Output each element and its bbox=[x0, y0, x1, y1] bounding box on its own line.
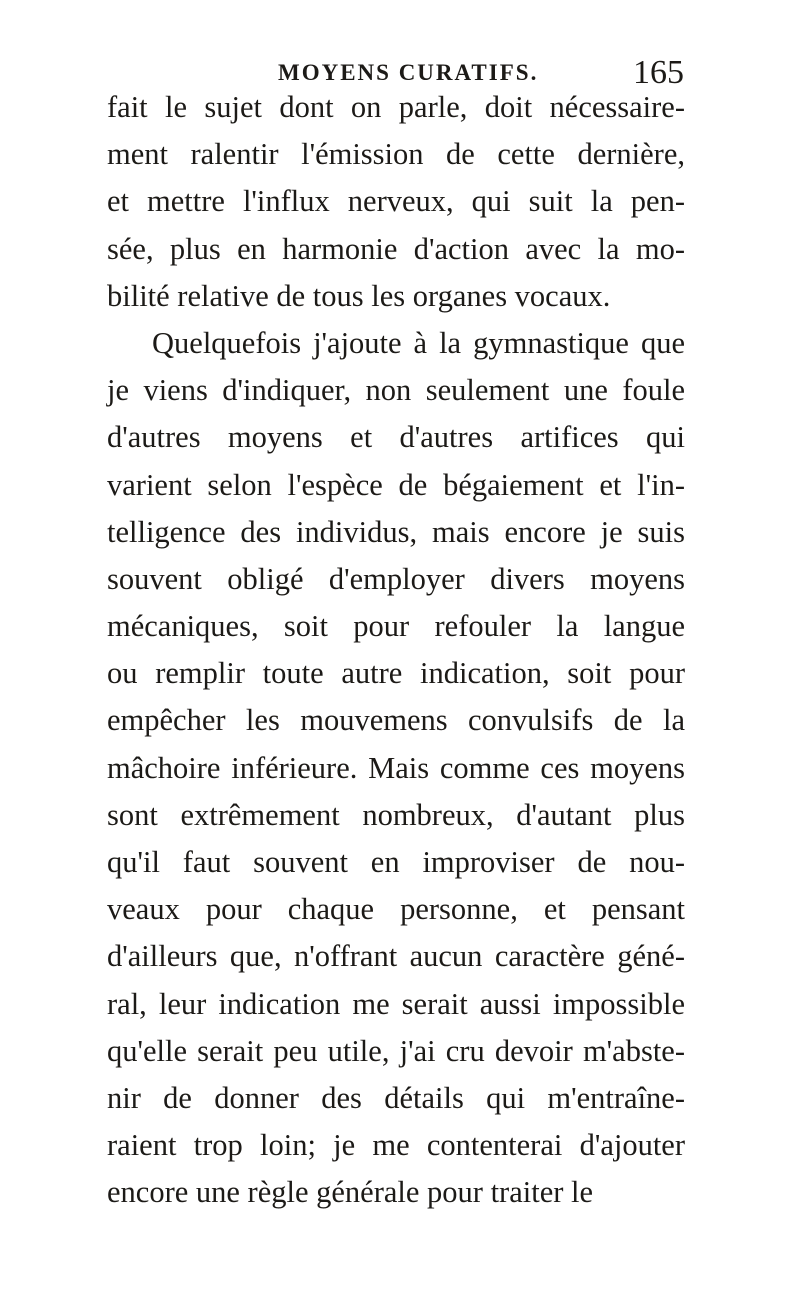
text-line: souvent obligé d'employer divers moyens bbox=[107, 561, 685, 596]
text-line: d'ailleurs que, n'offrant aucun caractère géné- bbox=[107, 939, 685, 974]
running-title: MOYENS CURATIFS. bbox=[278, 60, 539, 85]
text-line: sée, plus en harmonie d'action avec la mo- bbox=[107, 231, 685, 266]
text-line: bilité relative de tous les organes vocaux. bbox=[107, 278, 611, 313]
text-line: ment ralentir l'émission de cette dernière, bbox=[107, 137, 685, 172]
text-line: je viens d'indiquer, non seulement une foule bbox=[107, 373, 685, 408]
text-line: empêcher les mouvemens convulsifs de la bbox=[107, 703, 685, 738]
text-line: qu'elle serait peu utile, j'ai cru devoir m'abste- bbox=[107, 1033, 685, 1068]
text-line: ral, leur indication me serait aussi impossible bbox=[107, 986, 685, 1021]
text-line: d'autres moyens et d'autres artifices qui bbox=[107, 420, 685, 455]
text-line: veaux pour chaque personne, et pensant bbox=[107, 892, 685, 927]
body-text bbox=[107, 84, 685, 1217]
text-line: mâchoire inférieure. Mais comme ces moyens bbox=[107, 750, 685, 785]
text-line: fait le sujet dont on parle, doit nécessaire- bbox=[107, 90, 685, 124]
text-line: et mettre l'influx nerveux, qui suit la pen- bbox=[107, 184, 685, 219]
text-line: nir de donner des détails qui m'entraîne- bbox=[107, 1080, 685, 1115]
text-line: raient trop loin; je me contenterai d'ajouter bbox=[107, 1128, 685, 1163]
text-line: telligence des individus, mais encore je suis bbox=[107, 514, 685, 549]
text-line: encore une règle générale pour traiter le bbox=[107, 1175, 594, 1210]
text-line: mécaniques, soit pour refouler la langue bbox=[107, 609, 685, 644]
text-line: ou remplir toute autre indication, soit pour bbox=[107, 656, 685, 691]
text-line: sont extrêmement nombreux, d'autant plus bbox=[107, 797, 685, 832]
text-line: qu'il faut souvent en improviser de nou- bbox=[107, 845, 685, 879]
text-line: varient selon l'espèce de bégaiement et l'in- bbox=[107, 467, 685, 502]
page-number: 165 bbox=[633, 54, 684, 91]
text-line: Quelquefois j'ajoute à la gymnastique que bbox=[152, 325, 685, 360]
